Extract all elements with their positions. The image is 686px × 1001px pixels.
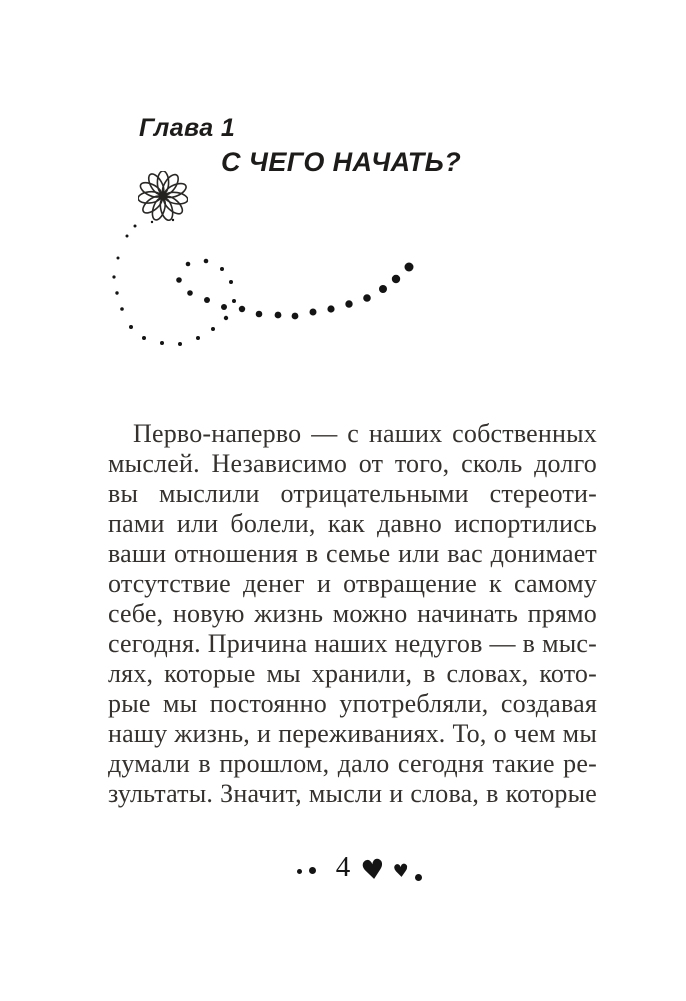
spiral-dot xyxy=(112,275,115,278)
spiral-dot xyxy=(176,277,182,283)
body-line: себе, новую жизнь можно начинать прямо xyxy=(108,599,597,628)
spiral-dot xyxy=(172,219,174,221)
body-line: мыслей. Независимо от того, сколь долго xyxy=(108,449,597,478)
body-line: рые мы постоянно употребляли, создавая xyxy=(108,689,597,718)
body-line: зультаты. Значит, мысли и слова, в которые xyxy=(108,779,597,808)
spiral-dot xyxy=(229,280,233,284)
spiral-dot xyxy=(115,291,118,294)
spiral-dot xyxy=(379,285,387,293)
spiral-dot xyxy=(327,305,334,312)
spiral-dot xyxy=(292,313,299,320)
heart-icon: ♥ xyxy=(392,860,410,883)
body-line: вы мыслили отрицательными стереоти- xyxy=(108,479,597,508)
spiral-dot xyxy=(256,311,263,318)
spiral-dot xyxy=(204,259,209,264)
dot-decoration-icon xyxy=(415,874,422,881)
spiral-dot xyxy=(310,309,317,316)
dotted-spiral-decoration xyxy=(100,210,430,355)
spiral-dot xyxy=(220,267,224,271)
spiral-dot xyxy=(187,290,193,296)
chapter-title: С ЧЕГО НАЧАТЬ? xyxy=(221,147,462,177)
spiral-dot xyxy=(363,294,371,302)
spiral-dot xyxy=(126,235,129,238)
body-line: ваши отношения в семье или вас донимает xyxy=(108,539,597,568)
spiral-dot xyxy=(392,275,400,283)
spiral-dot xyxy=(117,257,120,260)
heart-icon: ♥ xyxy=(359,853,388,888)
page-number: 4 xyxy=(335,851,351,883)
spiral-dot xyxy=(221,304,227,310)
body-line: отсутствие денег и отвращение к самому xyxy=(108,569,597,598)
spiral-dot xyxy=(142,336,146,340)
spiral-dot xyxy=(204,297,210,303)
spiral-dot xyxy=(275,312,282,319)
daisy-center xyxy=(158,191,167,200)
spiral-dot xyxy=(178,342,182,346)
spiral-dot xyxy=(232,299,236,303)
spiral-dot xyxy=(345,300,352,307)
spiral-dot xyxy=(151,221,153,223)
spiral-dot xyxy=(186,262,191,267)
spiral-dot xyxy=(134,225,137,228)
spiral-dot xyxy=(224,316,228,320)
body-line: Перво-наперво — с наших собственных xyxy=(133,419,597,448)
body-line: лях, которые мы хранили, в словах, кото- xyxy=(108,659,597,688)
body-line: думали в прошлом, дало сегодня такие ре- xyxy=(108,749,597,778)
spiral-dot xyxy=(405,263,414,272)
spiral-dot xyxy=(120,307,124,311)
body-text xyxy=(108,419,597,809)
dot-decoration-icon xyxy=(297,869,302,874)
dot-decoration-icon xyxy=(309,867,316,874)
spiral-dot xyxy=(129,325,133,329)
body-line: нашу жизнь, и переживаниях. То, о чем мы xyxy=(108,719,597,748)
body-line: сегодня. Причина наших недугов — в мыс- xyxy=(108,629,597,658)
spiral-dot xyxy=(211,327,215,331)
body-line: пами или болели, как давно испортились xyxy=(108,509,597,538)
spiral-dot xyxy=(196,336,200,340)
spiral-dot xyxy=(239,306,245,312)
chapter-label: Глава 1 xyxy=(139,114,236,142)
spiral-dot xyxy=(160,341,164,345)
